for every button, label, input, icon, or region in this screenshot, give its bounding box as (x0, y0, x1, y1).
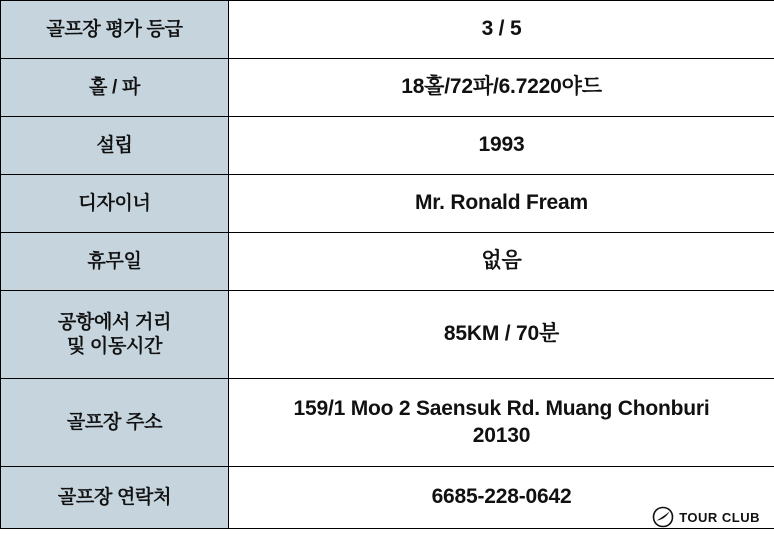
row-label-contact: 골프장 연락처 (1, 467, 229, 529)
row-label-holes-par: 홀 / 파 (1, 59, 229, 117)
row-label-established: 설립 (1, 117, 229, 175)
row-value-address-line1: 159/1 Moo 2 Saensuk Rd. Muang Chonburi (293, 397, 710, 421)
row-value-closed-day: 없음 (229, 233, 774, 291)
row-value-contact: 6685-228-0642 (229, 467, 774, 529)
table-body (1, 1, 774, 529)
row-label-airport-distance-line2: 및 이동시간 (66, 335, 163, 357)
row-value-address-line2: 20130 (472, 423, 531, 447)
swoosh-icon (652, 506, 674, 528)
row-label-closed-day: 휴무일 (1, 233, 229, 291)
row-value-address (229, 379, 774, 467)
row-value-designer: Mr. Ronald Fream (229, 175, 774, 233)
row-label-airport-distance-line1: 공항에서 거리 (57, 311, 172, 333)
logo-text: TOUR CLUB (679, 509, 760, 525)
row-label-address: 골프장 주소 (1, 379, 229, 467)
table-row (1, 1, 774, 59)
row-label-designer: 디자이너 (1, 175, 229, 233)
table-row (1, 291, 774, 379)
tour-club-logo (652, 506, 760, 528)
table-row (1, 59, 774, 117)
row-label-rating: 골프장 평가 등급 (1, 1, 229, 59)
row-value-established: 1993 (229, 117, 774, 175)
row-label-airport-distance (1, 291, 229, 379)
table-row (1, 175, 774, 233)
table-row (1, 117, 774, 175)
row-value-rating: 3 / 5 (229, 1, 774, 59)
table-row (1, 233, 774, 291)
row-value-airport-distance: 85KM / 70분 (229, 291, 774, 379)
row-value-holes-par: 18홀/72파/6.7220야드 (229, 59, 774, 117)
table-row (1, 379, 774, 467)
